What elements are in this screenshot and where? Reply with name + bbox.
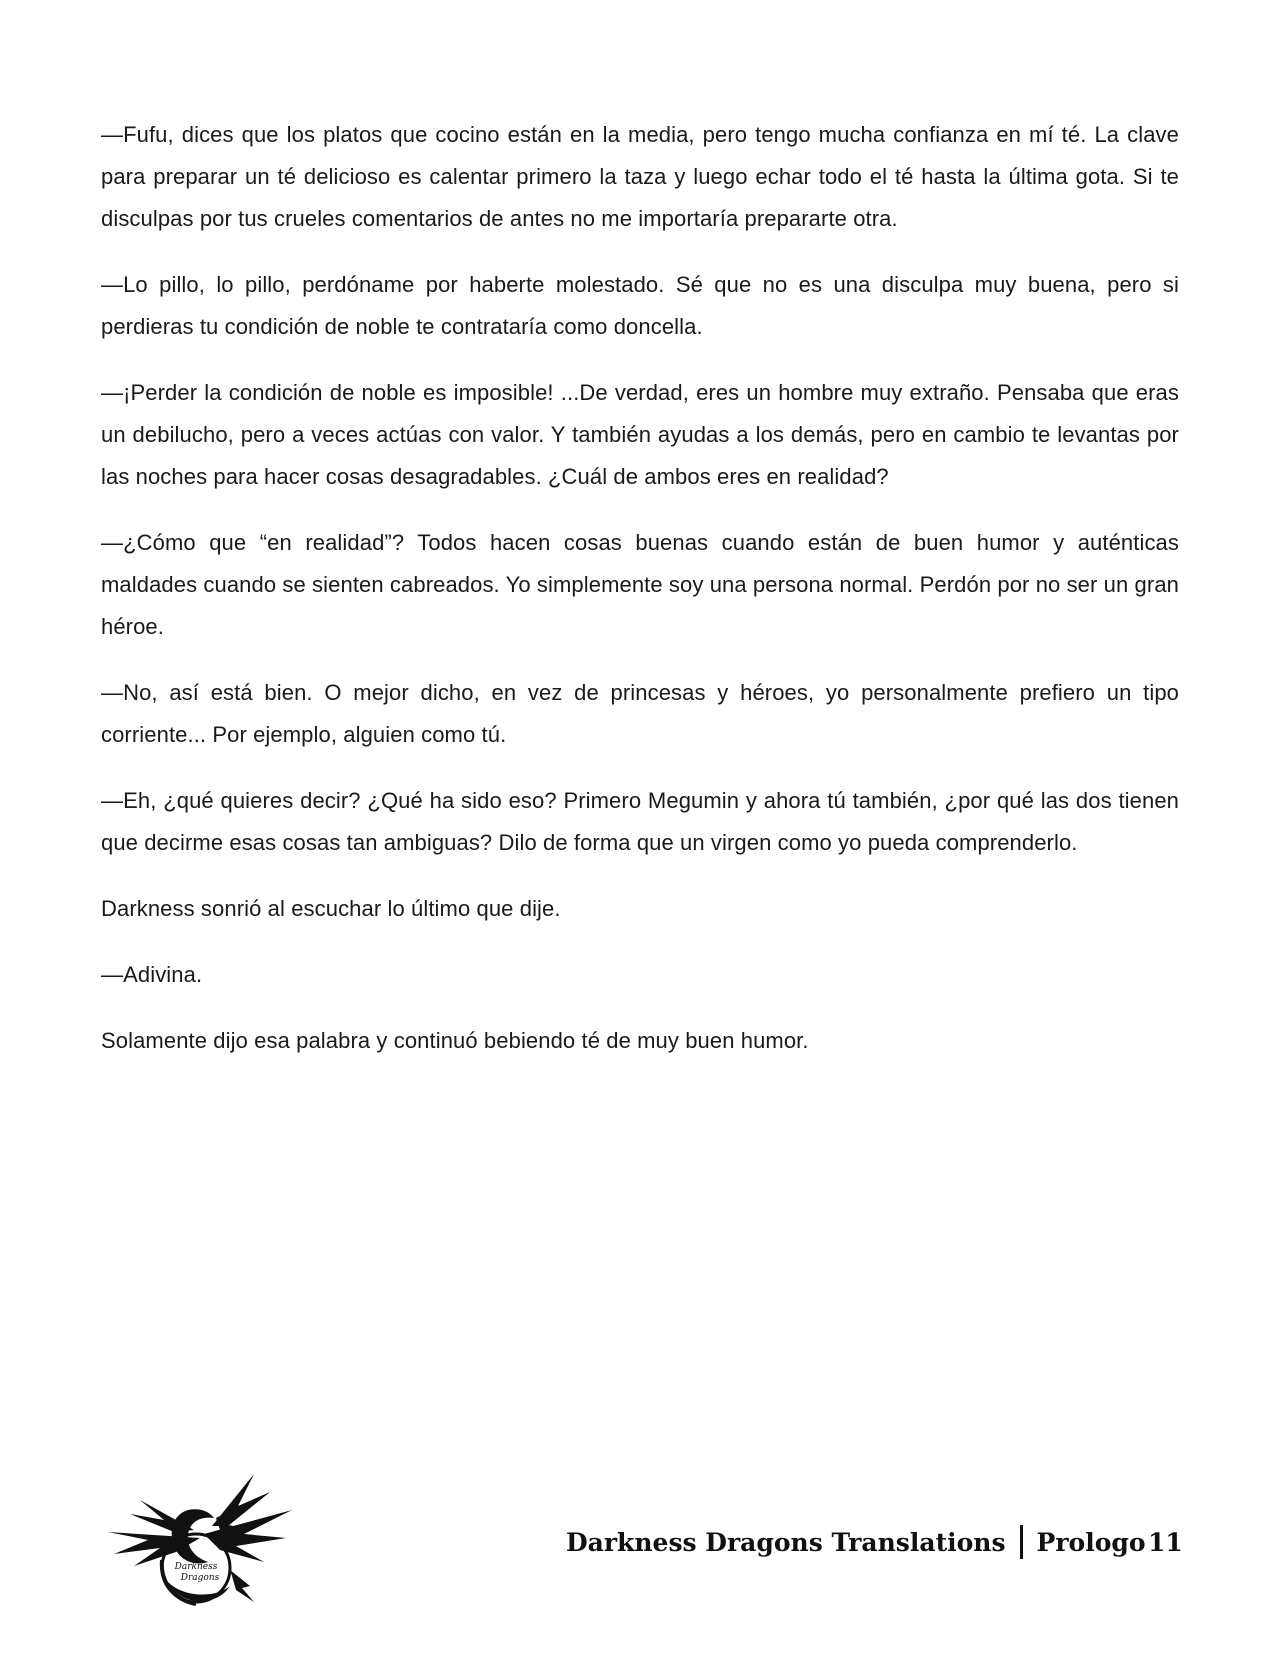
body-text xyxy=(101,114,1179,1086)
paragraph: —Fufu, dices que los platos que cocino están en la media, pero tengo mucha confianza en mí té. La clave para preparar un té delicioso es calentar primero la taza y luego echar todo el té hasta la última gota. Si te disculpas por tus crueles comentarios de antes no me importaría prepararte otra. xyxy=(101,122,1179,231)
footer-title xyxy=(566,1520,1146,1564)
svg-text:Darkness: Darkness xyxy=(174,1562,218,1572)
page-number: 11 xyxy=(1148,1527,1183,1557)
paragraph: —No, así está bien. O mejor dicho, en vez de princesas y héroes, yo personalmente prefiero un tipo corriente... Por ejemplo, alguien como tú. xyxy=(101,680,1179,747)
paragraph: —Eh, ¿qué quieres decir? ¿Qué ha sido eso? Primero Megumin y ahora tú también, ¿por qué las dos tienen que decirme esas cosas tan ambiguas? Dilo de forma que un virgen como yo pueda comprenderlo. xyxy=(101,788,1179,855)
publisher-name: Darkness Dragons Translations xyxy=(566,1527,1006,1557)
dragon-logo-icon xyxy=(104,1470,296,1610)
footer-separator xyxy=(1020,1525,1023,1559)
paragraph: —Adivina. xyxy=(101,962,203,987)
paragraph: —Lo pillo, lo pillo, perdóname por haberte molestado. Sé que no es una disculpa muy buena, pero si perdieras tu condición de noble te contrataría como doncella. xyxy=(101,272,1179,339)
paragraph: —¡Perder la condición de noble es imposible! ...De verdad, eres un hombre muy extraño. Pensaba que eras un debilucho, pero a veces actúas con valor. Y también ayudas a los demás, pero en cambio te levantas por las noches para hacer cosas desagradables. ¿Cuál de ambos eres en realidad? xyxy=(101,380,1179,489)
paragraph: —¿Cómo que “en realidad”? Todos hacen cosas buenas cuando están de buen humor y auténticas maldades cuando se sienten cabreados. Yo simplemente soy una persona normal. Perdón por no ser un gran héroe. xyxy=(101,530,1179,639)
chapter-name: Prologo xyxy=(1036,1527,1146,1557)
paragraph: Darkness sonrió al escuchar lo último que dije. xyxy=(101,896,561,921)
svg-text:Dragons: Dragons xyxy=(180,1573,220,1583)
paragraph: Solamente dijo esa palabra y continuó bebiendo té de muy buen humor. xyxy=(101,1028,809,1053)
